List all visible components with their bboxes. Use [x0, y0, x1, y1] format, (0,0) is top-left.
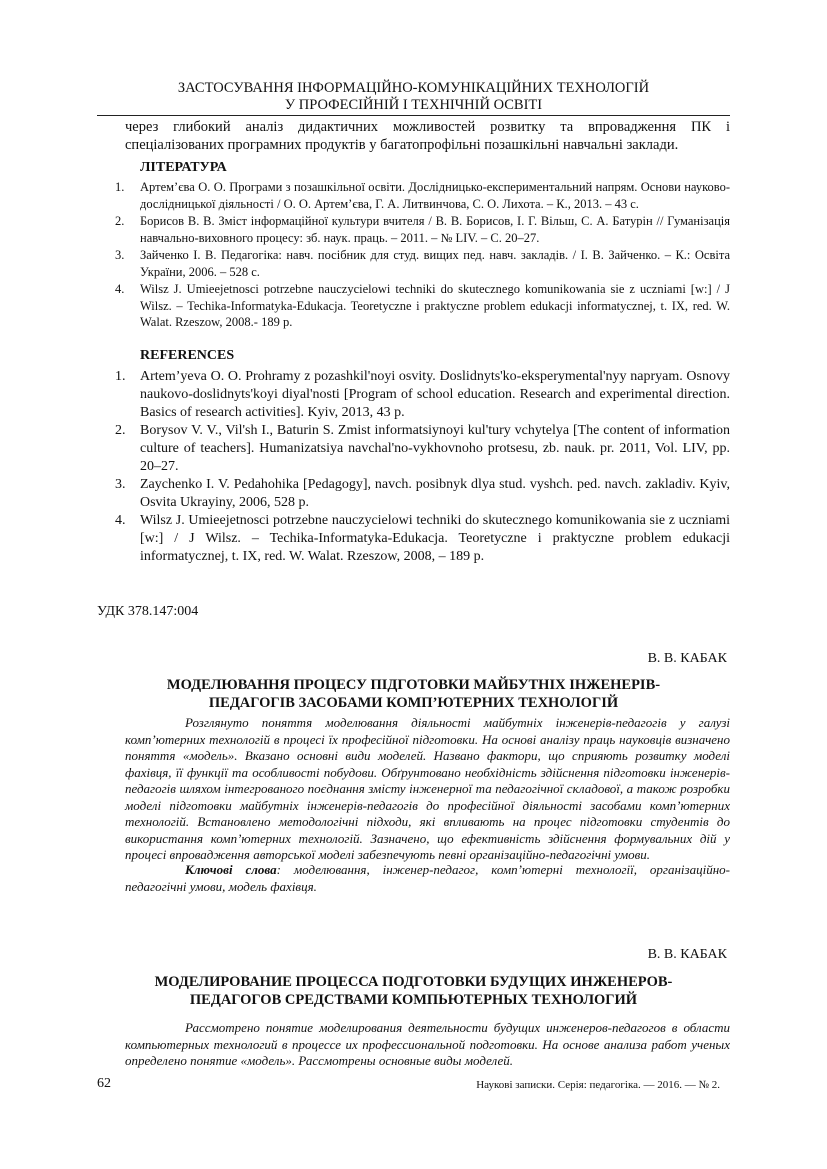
udk-code: УДК 378.147:004 — [97, 604, 199, 619]
list-item — [97, 281, 730, 331]
list-item — [97, 476, 730, 512]
title-line-2: ПЕДАГОГІВ ЗАСОБАМИ КОМП’ЮТЕРНИХ ТЕХНОЛОГІЙ — [208, 695, 619, 711]
list-item — [97, 512, 730, 566]
title-line-1: МОДЕЛИРОВАНИЕ ПРОЦЕССА ПОДГОТОВКИ БУДУЩИХ ИНЖЕНЕРОВ- — [154, 974, 673, 990]
keywords-label: Ключові слова — [185, 862, 277, 877]
item-text: Зайченко І. В. Педагогіка: навч. посібник для студ. вищих пед. навч. закладів. / І. В. Зайченко. – К.: Освіта України, 2006. – 528 с. — [140, 248, 730, 279]
running-header — [97, 80, 730, 114]
journal-citation: Наукові записки. Серія: педагогіка. — 2016. — № 2. — [476, 1079, 720, 1091]
item-text: Wilsz J. Umieejetnosci potrzebne nauczycielowi techniki do skutecznego komunikowania sie z uczniami [w:] / J Wilsz. – Techika-Informatyka-Edukacja. Teoretyczne i praktyczne problem edukacji informatycznej, t. IX, red. W. Walat. Rzeszow, 2008, – 189 p. — [140, 513, 730, 564]
abstract-text: Рассмотрено понятие моделирования деятельности будущих инженеров-педагогов в области компьютерных технологий в процессе их профессиональной подготовки. На основе анализа работ ученых определено понятие «модель». Рассмотрены основные виды моделей. — [125, 1020, 730, 1068]
page-footer — [97, 1076, 730, 1096]
intro-paragraph — [125, 118, 730, 154]
item-text: Artem’yeva O. O. Prohramy z pozashkil'noyi osvity. Doslidnyts'ko-eksperymental'nyy napryam. Osnovy naukovo-doslidnyts'koyi diyal'nosti [Program of school education. Research and experimental direction. Basics of research activities]. Kyiv, 2013, 43 p. — [140, 369, 730, 420]
item-number: 3. — [115, 248, 125, 262]
page-number: 62 — [97, 1076, 111, 1091]
abstract-ua — [125, 715, 730, 864]
abstract-ru — [125, 1020, 730, 1070]
header-divider — [97, 115, 730, 116]
item-number: 2. — [115, 423, 126, 438]
item-text: Zaychenko I. V. Pedahohika [Pedagogy], navch. posibnyk dlya stud. vyshch. ped. navch. zakladiv. Kyiv, Osvita Ukrayiny, 2006, 528 p. — [140, 477, 730, 510]
title-line-2: ПЕДАГОГОВ СРЕДСТВАМИ КОМПЬЮТЕРНЫХ ТЕХНОЛОГИЙ — [189, 992, 638, 1008]
list-item — [97, 179, 730, 212]
item-text: Borysov V. V., Vil'sh I., Baturin S. Zmist informatsiynoyi kul'tury vchytelya [The content of information culture of teachers]. Humanizatsiya navchal'no-vykhovnoho protsesu, zb. nauk. pr. 2011, Vol. LIV, pp. 20–27. — [140, 423, 730, 474]
item-number: 4. — [115, 282, 125, 296]
item-text: Wilsz J. Umieejetnosci potrzebne nauczycielowi techniki do skutecznego komunikowania sie z uczniami [w:] / J Wilsz. – Techika-Informatyka-Edukacja. Teoretyczne i praktyczne problem edukacji informatycznej, t. IX, red. W. Walat. Rzeszow, 2008.- 189 p. — [140, 282, 730, 329]
intro-line-2: спеціалізованих програмних продуктів у багатопрофільні позашкільні навчальні заклади. — [125, 137, 679, 153]
author-ua: В. В. КАБАК — [647, 651, 727, 666]
author-ru: В. В. КАБАК — [647, 947, 727, 962]
keywords-text: : моделювання, інженер-педагог, комп’ютерні технології, організаційно-педагогічні умови, модель фахівця. — [125, 862, 730, 894]
item-number: 2. — [115, 214, 125, 228]
item-number: 3. — [115, 477, 126, 492]
header-line-1: ЗАСТОСУВАННЯ ІНФОРМАЦІЙНО-КОМУНІКАЦІЙНИХ ТЕХНОЛОГІЙ — [177, 80, 650, 96]
article-title-ua — [97, 676, 730, 712]
list-item — [97, 247, 730, 280]
intro-line-1: через глибокий аналіз дидактичних можливостей розвитку та впровадження ПК і — [125, 119, 730, 135]
list-item — [97, 213, 730, 246]
item-number: 4. — [115, 513, 126, 528]
article-title-ru — [97, 973, 730, 1009]
literature-heading: ЛІТЕРАТУРА — [140, 160, 227, 175]
references-heading: REFERENCES — [140, 348, 235, 363]
title-line-1: МОДЕЛЮВАННЯ ПРОЦЕСУ ПІДГОТОВКИ МАЙБУТНІХ ІНЖЕНЕРІВ- — [166, 677, 661, 693]
list-item — [97, 368, 730, 422]
abstract-text: Розглянуто поняття моделювання діяльності майбутніх інженерів-педагогів у галузі комп’ютерних технологій в процесі їх професійної підготовки. На основі аналізу праць науковців визначено поняття «модель». Вказано основні види моделей. Названо фактори, що сприяють розвитку моделі фахівця, її функції та особливості побудови. Обґрунтовано необхідність здійснення підготовки інженерів-педагогів шляхом інтегрованого поєднання змісту інженерної та педагогічної складової, а також розробки моделі підготовки майбутніх інженерів-педагогів до професійної діяльності засобами комп’ютерних технологій. Встановлено методологічні підходи, які впливають на процес підготовки студентів до використання комп’ютерних технологій. Зазначено, що ефективність здійснення формувальних дій у процесі впровадження авторської моделі забезпечують певні організаційно-педагогічні умови. — [125, 715, 730, 862]
references-list — [97, 368, 730, 566]
item-number: 1. — [115, 180, 125, 194]
literature-list — [97, 179, 730, 332]
item-text: Борисов В. В. Зміст інформаційної культури вчителя / В. В. Борисов, І. Г. Вільш, С. А. Батурін // Гуманізація навчально-виховного процесу: зб. наук. праць. – 2011. – № LIV. – С. 20–27. — [140, 214, 730, 245]
keywords-ua — [125, 862, 730, 895]
header-line-2: У ПРОФЕСІЙНІЙ І ТЕХНІЧНІЙ ОСВІТІ — [284, 97, 543, 113]
item-number: 1. — [115, 369, 126, 384]
item-text: Артем’єва О. О. Програми з позашкільної освіти. Дослідницько-експериментальний напрям. Основи науково-дослідницької діяльності / О. О. Артем’єва, Г. А. Литвинчова, С. О. Лихота. – К., 2013. – 43 с. — [140, 180, 730, 211]
list-item — [97, 422, 730, 476]
